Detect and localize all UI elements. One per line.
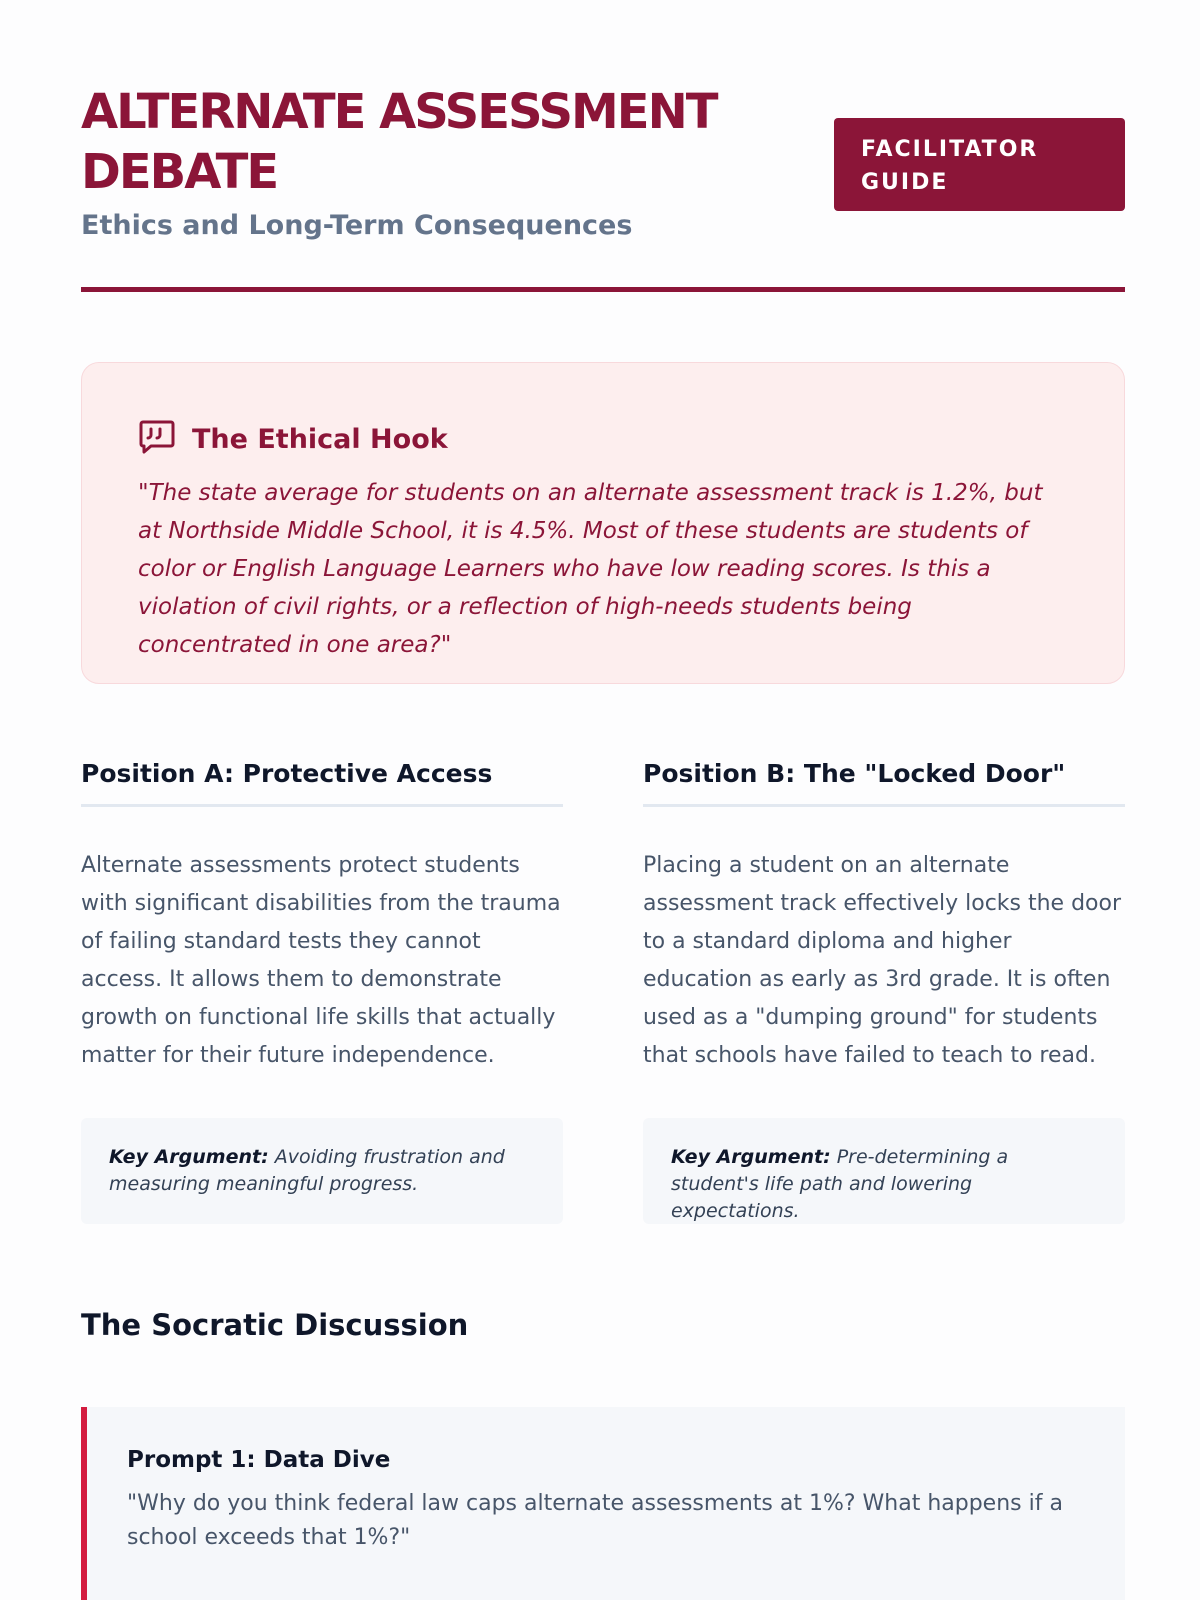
key-argument-label: Key Argument:	[109, 1146, 269, 1168]
quote-bubble-icon	[138, 418, 176, 461]
position-a-title: Position A: Protective Access	[81, 759, 493, 788]
position-b-column	[643, 752, 1125, 1222]
ethical-hook-quote: "The state average for students on an alternate assessment track is 1.2%, but at Northside Middle School, it is 4.5%. Most of these students are students of color or English Language Learners who have low reading scores. Is this a violation of civil rights, or a reflection of high-needs students being concentrated in one area?"	[138, 480, 1043, 658]
position-b-key-argument	[643, 1118, 1125, 1224]
discussion-prompt-card	[81, 1407, 1125, 1600]
ethical-hook-header	[138, 418, 1068, 460]
key-argument-text: Avoiding frustration and measuring meaningful progress.	[109, 1146, 505, 1195]
page-title: ALTERNATE ASSESSMENT DEBATE	[81, 84, 717, 200]
ethical-hook-title: The Ethical Hook	[192, 423, 448, 455]
ethical-hook-card	[81, 362, 1125, 684]
header-divider	[81, 287, 1125, 292]
facilitator-guide-badge: FACILITATOR GUIDE	[834, 118, 1125, 211]
prompt-text: "Why do you think federal law caps alternate assessments at 1%? What happens if a school exceeds that 1%?"	[127, 1491, 1063, 1550]
page-header	[81, 82, 1125, 292]
position-b-body: Placing a student on an alternate assessment track effectively locks the door to a standard diploma and higher education as early as 3rd grade. It is often used as a "dumping ground" for students that schools have failed to teach to read.	[643, 853, 1122, 1068]
position-b-title: Position B: The "Locked Door"	[643, 759, 1066, 788]
key-argument-text: Pre-determining a student's life path and lowering expectations.	[671, 1146, 1009, 1222]
key-argument-label: Key Argument:	[671, 1146, 831, 1168]
position-a-body: Alternate assessments protect students with significant disabilities from the trauma of failing standard tests they cannot access. It allows them to demonstrate growth on functional life skills that actually matter for their future independence.	[81, 853, 561, 1068]
position-a-key-argument	[81, 1118, 563, 1224]
position-a-divider	[81, 804, 563, 807]
position-a-column	[81, 752, 563, 1195]
prompt-title: Prompt 1: Data Dive	[127, 1447, 391, 1473]
position-b-divider	[643, 804, 1125, 807]
socratic-discussion-title: The Socratic Discussion	[81, 1308, 469, 1342]
page-subtitle: Ethics and Long-Term Consequences	[81, 210, 633, 241]
